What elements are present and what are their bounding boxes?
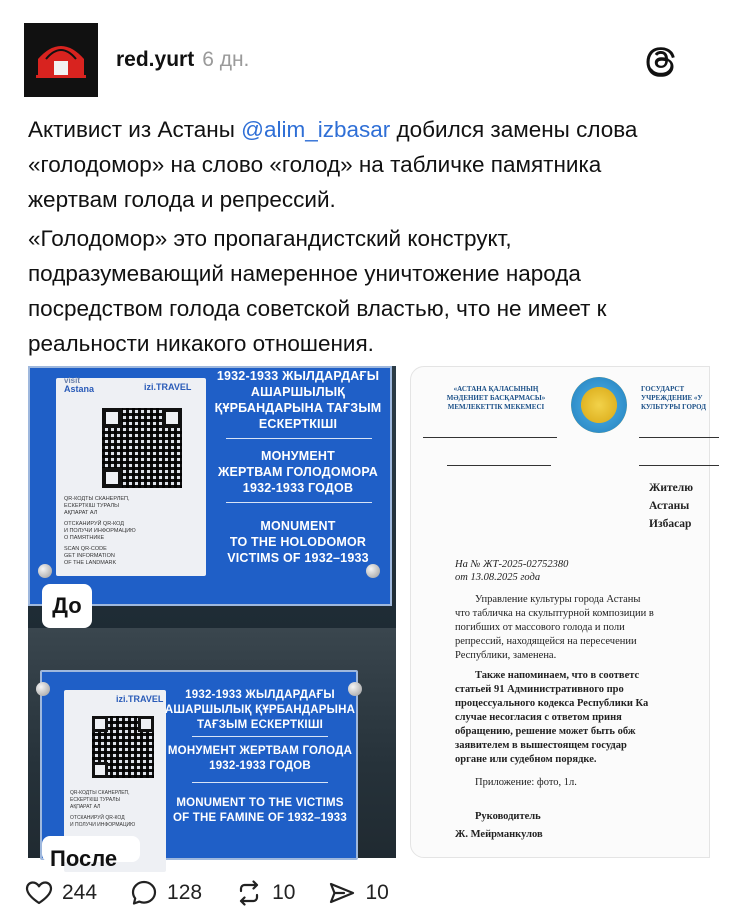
qr-finder bbox=[102, 468, 122, 488]
after-label: После bbox=[42, 836, 140, 862]
post-actions bbox=[24, 878, 421, 908]
qr-card-after: izi.TRAVEL QR-КОДТЫ СКАНЕРЛЕП, ЕСКЕРТКІШ ТУРАЛЫ АҚПАРАТ АЛ ОТСКАНИРУЙ QR-КОД И ПОЛУЧИ ИНФОРМАЦИЮ bbox=[64, 690, 166, 872]
like-count: 244 bbox=[62, 881, 98, 904]
kazakhstan-emblem-icon bbox=[571, 377, 627, 433]
plaque-before-kz: 1932-1933 ЖЫЛДАРДАҒЫ АШАРШЫЛЫҚ ҚҰРБАНДАРЫНА ТАҒЗЫМ ЕСКЕРТКІШІ bbox=[214, 369, 382, 431]
repost-count: 10 bbox=[272, 881, 296, 904]
plaque-before bbox=[28, 366, 392, 606]
plaque-after-kz: 1932-1933 ЖЫЛДАРДАҒЫ АШАРШЫЛЫҚ ҚҰРБАНДАРЫНА ТАҒЗЫМ ЕСКЕРТКІШІ bbox=[164, 689, 356, 731]
repost-button[interactable] bbox=[234, 878, 295, 908]
plaque-after-en: MONUMENT TO THE VICTIMS OF THE FAMINE OF 1932–1933 bbox=[173, 797, 347, 824]
post-paragraph-2: «Голодомор» это пропагандистский конструкт, подразумевающий намеренное уничтожение народа посредством голода советской властью, что не имеет к реальности никакого отношения. bbox=[28, 226, 607, 356]
post-paragraph-1: Активист из Астаны @alim_izbasar добился замены слова «голодомор» на слово «голод» на табличке памятника жертвам голода и репрессий. bbox=[28, 117, 638, 212]
repost-icon bbox=[234, 878, 264, 908]
comment-button[interactable] bbox=[129, 878, 202, 908]
qr-captions-before: QR-КОДТЫ СКАНЕРЛЕП, ЕСКЕРТКІШ ТУРАЛЫ АҚПАРАТ АЛ ОТСКАНИРУЙ QR-КОД И ПОЛУЧИ ИНФОРМАЦИЮ О ПАМЯТНИКЕ SCAN QR-CODE GET INFORMATION OF THE LANDMARK bbox=[64, 496, 136, 566]
bolt-icon bbox=[38, 564, 52, 578]
threads-logo-icon[interactable] bbox=[646, 44, 678, 76]
share-icon bbox=[327, 878, 357, 908]
share-button[interactable] bbox=[327, 878, 388, 908]
doc-notice: Также напоминаем, что в соответс статьей 91 Административного про процессуального кодекса Республики Ка случае несогласия с ответом приня обращению, решение может быть обж заявителем в вышестоящем государ органе или судебном порядке. bbox=[455, 670, 649, 765]
plaque-after-ru: МОНУМЕНТ ЖЕРТВАМ ГОЛОДА 1932-1933 ГОДОВ bbox=[167, 745, 353, 772]
plaque-before-en: MONUMENT TO THE HOLODOMOR VICTIMS OF 1932–1933 bbox=[227, 519, 369, 565]
heart-icon bbox=[24, 878, 54, 908]
doc-header-right: ГОСУДАРСТ УЧРЕЖДЕНИЕ «У КУЛЬТУРЫ ГОРОД bbox=[641, 385, 707, 411]
qr-captions-after: QR-КОДТЫ СКАНЕРЛЕП, ЕСКЕРТКІШ ТУРАЛЫ АҚПАРАТ АЛ ОТСКАНИРУЙ QR-КОД И ПОЛУЧИ ИНФОРМАЦИЮ bbox=[70, 790, 136, 828]
bolt-icon bbox=[36, 682, 50, 696]
media-document[interactable] bbox=[410, 366, 710, 858]
doc-ref-date: от 13.08.2025 года bbox=[455, 572, 541, 583]
post-text bbox=[28, 112, 694, 365]
doc-body: Управление культуры города Астаны что табличка на скульптурной композиции в погибших от массового голода и поли репрессий, находящейся на пересечении Республики, заменена. bbox=[455, 594, 654, 661]
doc-addressee: Жителю Астаны Избасар bbox=[649, 482, 693, 530]
bolt-icon bbox=[348, 682, 362, 696]
plaque-after bbox=[40, 670, 358, 860]
bolt-icon bbox=[366, 564, 380, 578]
before-label: До bbox=[42, 584, 92, 628]
plaque-before-ru: МОНУМЕНТ ЖЕРТВАМ ГОЛОДОМОРА 1932-1933 ГОДОВ bbox=[217, 449, 379, 495]
post-header bbox=[24, 22, 678, 98]
doc-signature-title: Руководитель bbox=[475, 811, 541, 822]
share-count: 10 bbox=[365, 881, 389, 904]
qr-finder bbox=[102, 408, 122, 428]
mention-link[interactable]: @alim_izbasar bbox=[241, 117, 391, 142]
doc-ref-number: На № ЖТ-2025-02752380 bbox=[455, 559, 569, 570]
doc-signature-name: Ж. Мейрманкулов bbox=[455, 829, 543, 840]
doc-header-left: «АСТАНА ҚАЛАСЫНЫҢ МӘДЕНИЕТ БАСҚАРМАСЫ» МЕМЛЕКЕТТІК МЕКЕМЕСІ bbox=[446, 385, 546, 411]
like-button[interactable] bbox=[24, 878, 97, 908]
avatar[interactable] bbox=[24, 23, 98, 97]
comment-icon bbox=[129, 878, 159, 908]
username[interactable]: red.yurt bbox=[116, 48, 195, 71]
post-time: 6 дн. bbox=[202, 48, 250, 71]
doc-attachment: Приложение: фото, 1л. bbox=[475, 777, 577, 788]
comment-count: 128 bbox=[167, 881, 203, 904]
qr-card-before: visit Astana izi.TRAVEL QR-КОДТЫ СКАНЕРЛЕП, ЕСКЕРТКІШ ТУРАЛЫ АҚПАРАТ АЛ ОТСКАНИРУЙ QR-КОД И ПОЛУЧИ ИНФОРМАЦИЮ О ПАМЯТНИКЕ SCAN QR-CODE GET INFORMATION OF THE LANDMARK bbox=[56, 378, 206, 576]
qr-finder bbox=[162, 408, 182, 428]
yurt-logo-icon bbox=[24, 23, 98, 97]
